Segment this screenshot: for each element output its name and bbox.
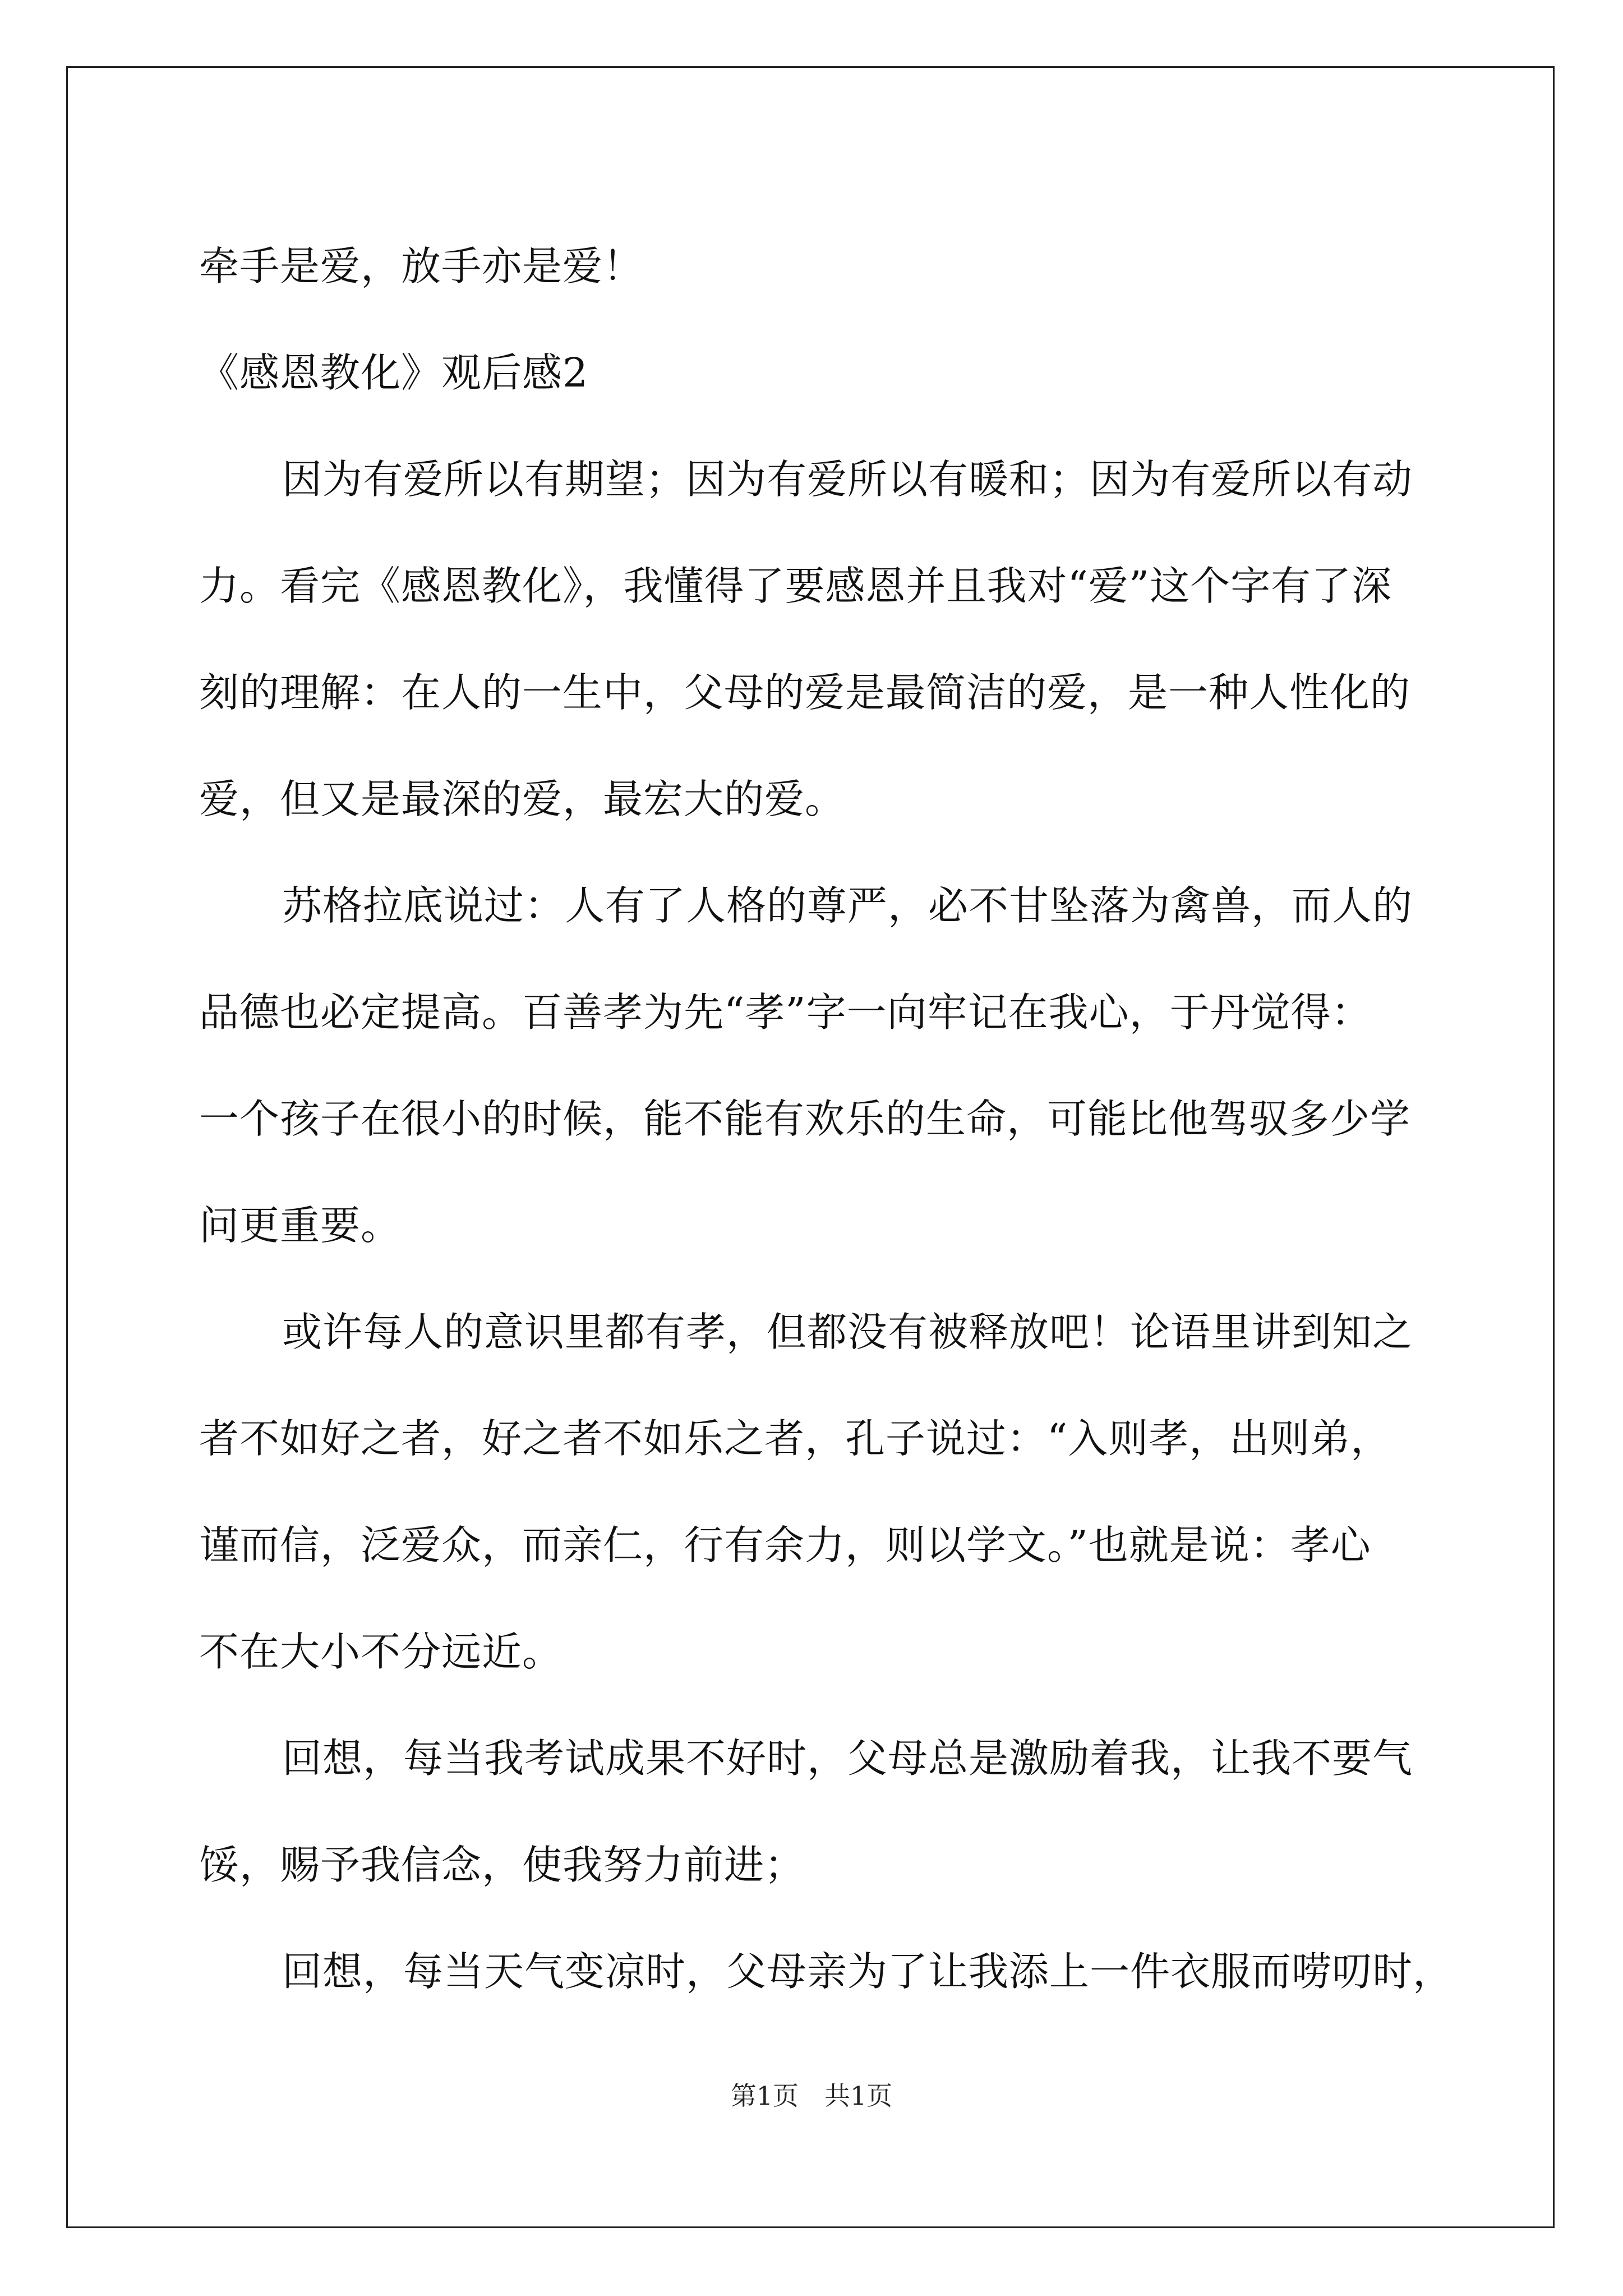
text-line: 馁，赐予我信念，使我努力前进； bbox=[199, 1842, 805, 1888]
text-line: 力。看完《感恩教化》，我懂得了要感恩并且我对“爱”这个字有了深 bbox=[199, 563, 1393, 609]
text-line: 品德也必定提高。百善孝为先“孝”字一向牢记在我心，于丹觉得： bbox=[199, 989, 1372, 1036]
document-body bbox=[199, 213, 1454, 2025]
text-line: 爱，但又是最深的爱，最宏大的爱。 bbox=[199, 776, 846, 822]
text-line: 者不如好之者，好之者不如乐之者，孔子说过：“入则孝，出则弟， bbox=[199, 1415, 1391, 1462]
text-line: 因为有爱所以有期望；因为有爱所以有暖和；因为有爱所以有动 bbox=[282, 456, 1413, 503]
text-line: 或许每人的意识里都有孝，但都没有被释放吧！论语里讲到知之 bbox=[282, 1309, 1413, 1355]
text-line: 问更重要。 bbox=[199, 1202, 402, 1249]
text-line: 回想，每当天气变凉时，父母亲为了让我添上一件衣服而唠叨时， bbox=[282, 1948, 1454, 1995]
text-line: 牵手是爱，放手亦是爱！ bbox=[199, 243, 644, 289]
section-title: 《感恩教化》观后感2 bbox=[199, 349, 589, 396]
text-line: 刻的理解：在人的一生中，父母的爱是最简洁的爱，是一种人性化的 bbox=[199, 669, 1411, 716]
page-footer: 第1页 共1页 bbox=[730, 2081, 893, 2111]
text-line: 苏格拉底说过：人有了人格的尊严，必不甘坠落为禽兽，而人的 bbox=[282, 882, 1413, 929]
text-line: 一个孩子在很小的时候，能不能有欢乐的生命，可能比他驾驭多少学 bbox=[199, 1096, 1411, 1142]
text-line: 回想，每当我考试成果不好时，父母总是激励着我，让我不要气 bbox=[282, 1735, 1413, 1782]
text-line: 谨而信，泛爱众，而亲仁，行有余力，则以学文。”也就是说：孝心 bbox=[199, 1522, 1371, 1568]
text-line: 不在大小不分远近。 bbox=[199, 1628, 563, 1675]
